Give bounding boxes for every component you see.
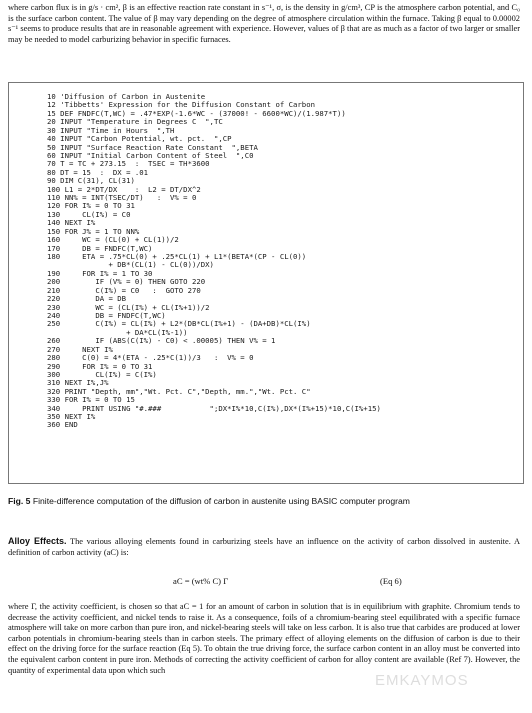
alloy-effects-text: The various alloying elements found in carburizing steels have an influence on the activity of carbon dissolved in austenite. A definition of carbon activity (aC) is: [8,537,521,557]
code-line: 10 'Diffusion of Carbon in Austenite [47,92,206,101]
code-line: + DB*(CL(1) - CL(0))/DX) [47,260,214,270]
code-line: 50 INPUT "Surface Reaction Rate Constant ",BETA [47,142,258,152]
code-line: 220 DA = DB [47,294,127,304]
code-line: 70 T = TC + 273.15 : TSEC = TH*3600 [47,159,210,169]
watermark: EMKAYMOS [375,672,469,689]
code-line: 350 NEXT I% [47,412,96,422]
code-line: 320 PRINT "Depth, mm","Wt. Pct. C","Depth, mm.","Wt. Pct. C" [47,386,311,396]
code-line: 170 DB = FNDFC(T,WC) [47,243,153,253]
activity-coefficient-paragraph: where Γ, the activity coefficient, is chosen so that aC = 1 for an amount of carbon in solution that is in equilibrium with graphite. Chromium tends to decrease the activity coefficient, and nickel tends to raise it. As a consequence, foils of a chromium-bearing steel equilibrated with a specific furnace atmosphere will take on more carbon than pure iron, and nickel-bearing steels will take on less carbon. It is also true that carbides are produced at lower carbon potentials in chromium-bearing steels than in carbon steels. The primary effect of alloying elements on the diffusion of carbon is due to their effect on the driving force for the surface reaction (Eq 5). To obtain the true driving force, the surface carbon content in an alloy must be converted into the equivalent carbon content in pure iron. Methods of correcting the activity coefficient of carbon for alloy content are available (Ref 7). However, the quantity of experimental data upon which such [8,602,520,675]
code-line: 110 NN% = INT(TSEC/DT) : V% = 0 [47,193,197,203]
code-line: 30 INPUT "Time in Hours ",TH [47,125,175,135]
code-line: 140 NEXT I% [47,218,96,228]
code-line: 80 DT = 15 : DX = .01 [47,167,149,177]
code-line: 150 FOR J% = 1 TO NN% [47,226,140,236]
figure-caption-text: Finite-difference computation of the diffusion of carbon in austenite using BASIC computer program [32,496,410,506]
code-line: 270 NEXT I% [47,344,113,354]
code-listing-box [8,82,524,484]
intro-paragraph: where carbon flux is in g/s · cm², β is an effective reaction rate constant in s⁻¹, σ, is the density in g/cm³, CP is the atmosphere carbon potential, and C₀ is the surface carbon content. The value of β may vary depending on the degree of atmosphere circulation within the furnace. Taking β equal to 0.00002 s⁻¹ seems to produce results that are in reasonable agreement with experience. However, values of β that are as much as a factor of two larger or smaller may be needed to model carburizing behavior in specific furnaces. [8,3,520,44]
code-line: 300 CL(I%) = C(I%) [47,369,157,379]
code-line: 12 'Tibbetts' Expression for the Diffusion Constant of Carbon [47,100,315,110]
code-line: 190 FOR I% = 1 TO 30 [47,268,153,278]
equation-6 [8,576,520,588]
code-line: 160 WC = (CL(0) + CL(1))/2 [47,235,179,245]
code-line: 210 C(I%) = C0 : GOTO 270 [47,285,201,295]
code-line: + DA*CL(I%-1)) [47,327,188,337]
code-line: 100 L1 = 2*DT/DX : L2 = DT/DX^2 [47,184,201,194]
basic-code-listing [47,93,381,430]
code-line: 310 NEXT I%,J% [47,378,109,388]
code-line: 40 INPUT "Carbon Potential, wt. pct. ",CP [47,134,232,144]
code-line: 60 INPUT "Initial Carbon Content of Steel ",C0 [47,150,254,160]
equation-number: (Eq 6) [380,576,402,586]
code-line: 260 IF (ABS(C(I%) - C0) < .00005) THEN V% = 1 [47,336,276,346]
code-line: 330 FOR I% = 0 TO 15 [47,395,135,405]
code-line: 230 WC = (CL(I%) + CL(I%+1))/2 [47,302,210,312]
alloy-effects-heading: Alloy Effects. [8,536,67,546]
code-line: 240 DB = FNDFC(T,WC) [47,310,166,320]
code-line: 340 PRINT USING "#.### ";DX*I%*10,C(I%),DX*(I%+15)*10,C(I%+15) [47,403,381,413]
equation-text: aC = (wt% C) Γ [173,576,229,586]
code-line: 360 END [47,420,78,430]
code-line: 290 FOR I% = 0 TO 31 [47,361,153,371]
code-line: 90 DIM C(31), CL(31) [47,176,135,186]
code-line: 20 INPUT "Temperature in Degrees C ",TC [47,117,223,127]
code-line: 200 IF (V% = 0) THEN GOTO 220 [47,277,206,287]
figure-caption [8,496,524,506]
code-line: 180 ETA = .75*CL(0) + .25*CL(1) + L1*(BETA*(CP - CL(0)) [47,252,307,262]
code-line: 250 C(I%) = CL(I%) + L2*(DB*CL(I%+1) - (DA+DB)*CL(I%) [47,319,311,329]
code-line: 120 FOR I% = 0 TO 31 [47,201,135,211]
alloy-effects-paragraph [8,536,520,558]
code-line: 130 CL(I%) = C0 [47,209,131,219]
figure-label: Fig. 5 [8,496,31,506]
code-line: 15 DEF FNDFC(T,WC) = .47*EXP(-1.6*WC - (37000! - 6600*WC)/(1.987*T)) [47,108,346,118]
code-line: 280 C(0) = 4*(ETA - .25*C(1))/3 : V% = 0 [47,353,254,363]
